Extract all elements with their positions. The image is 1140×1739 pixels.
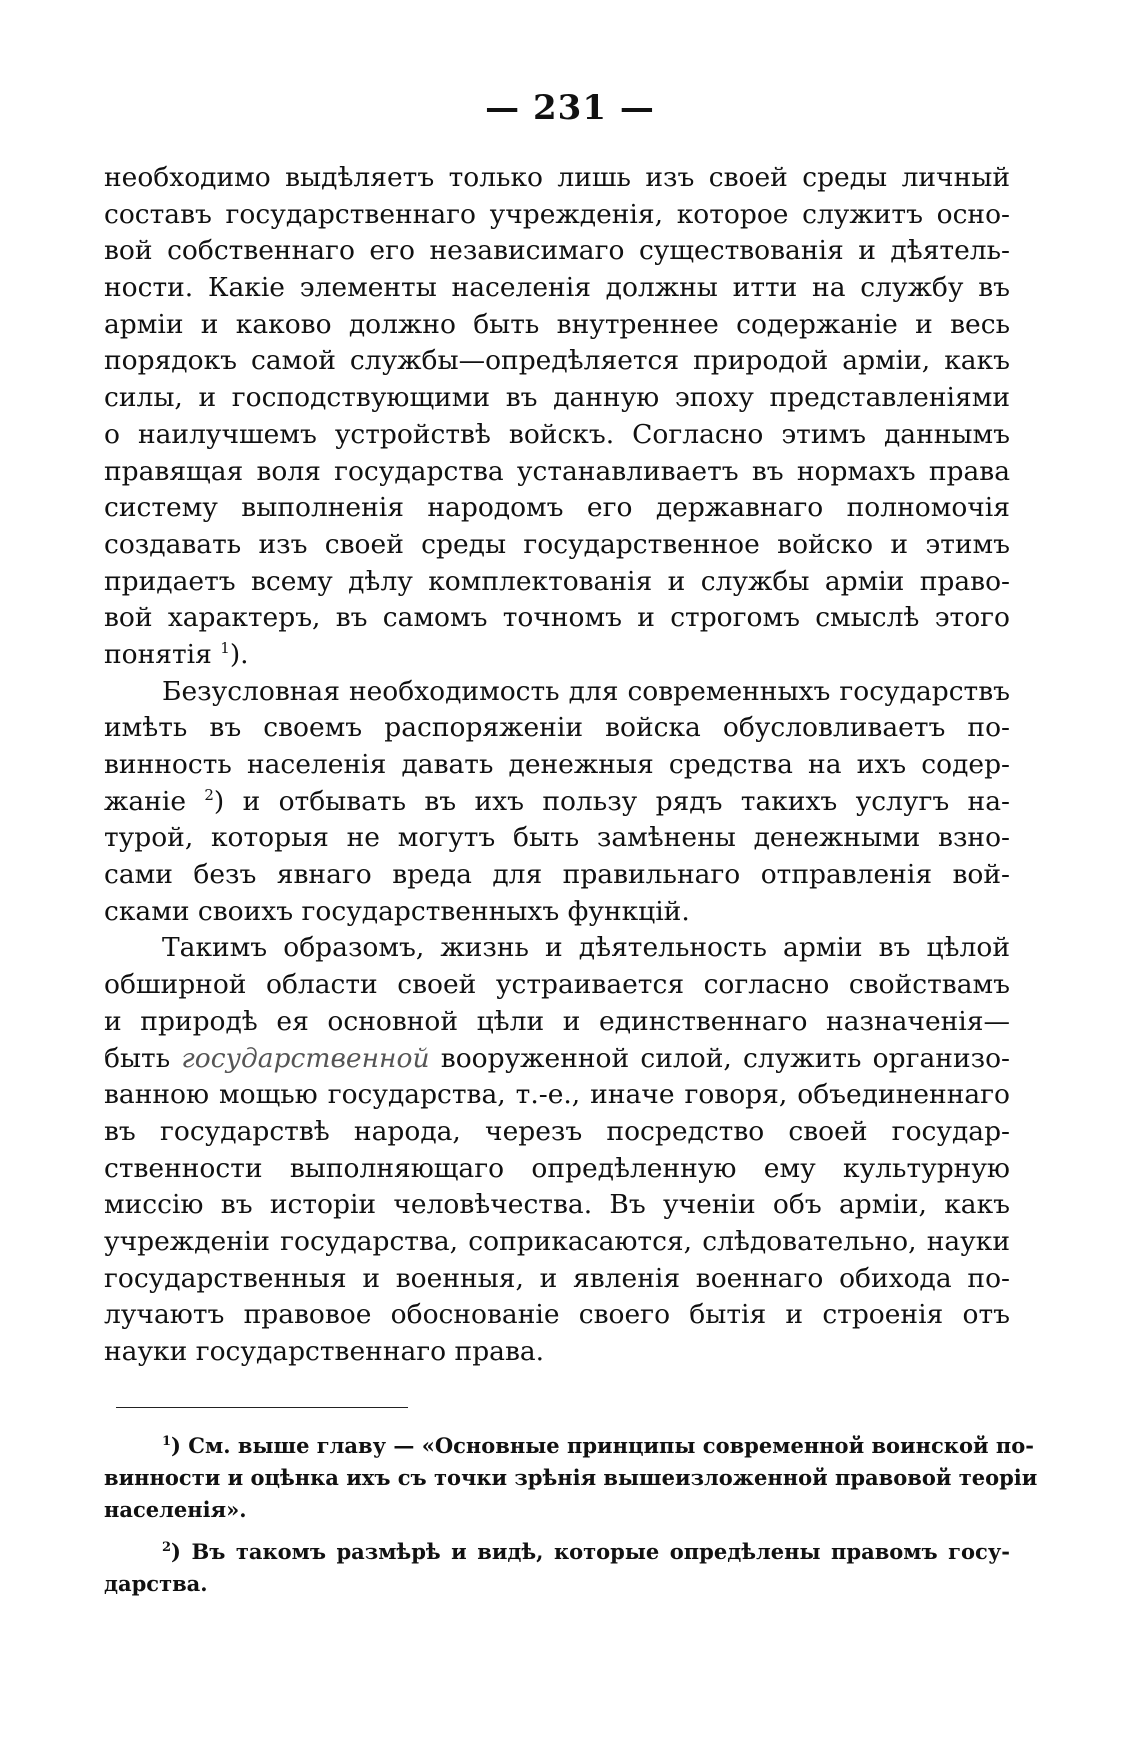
text-span: жаніе: [104, 785, 186, 817]
footnote-ref-1: 1: [220, 638, 230, 657]
text-line: миссію въ исторіи человѣчества. Въ ученіи объ арміи, какъ: [104, 1189, 1010, 1221]
text-line: сками своихъ государственныхъ функцій.: [104, 895, 690, 927]
text-line: и природѣ ея основной цѣли и единственнаго назначенія—: [104, 1005, 1010, 1037]
text-line-with-footnote-ref: [104, 784, 1010, 821]
footnote-2: [104, 1536, 1010, 1600]
text-line-with-italic: [104, 1041, 1010, 1078]
text-line: учрежденіи государства, соприкасаются, слѣдовательно, науки: [104, 1225, 1010, 1257]
text-span: ) и отбывать въ ихъ пользу рядъ такихъ услугъ на-: [213, 785, 1010, 817]
text-line-with-footnote-ref: [104, 637, 1010, 674]
text-line: ственности выполняющаго опредѣленную ему культурную: [104, 1152, 1010, 1184]
text-line: ванною мощью государства, т.-е., иначе говоря, объединеннаго: [104, 1079, 1010, 1111]
italic-word: государственной: [181, 1042, 430, 1074]
text-line: придаетъ всему дѣлу комплектованія и службы арміи право-: [104, 565, 1010, 597]
footnotes: [104, 1430, 1038, 1610]
text-span: понятія: [104, 638, 212, 670]
page-number: — 231 —: [485, 88, 655, 128]
footnote-line: винности и оцѣнка ихъ съ точки зрѣнія вышеизложенной правовой теоріи: [104, 1465, 1038, 1490]
text-span: ) См. выше главу — «Основные принципы современной воинской по-: [171, 1433, 1034, 1458]
text-line: лучаютъ правовое обоснованіе своего бытія и строенія отъ: [104, 1299, 1010, 1331]
text-span: ).: [229, 638, 249, 670]
text-line: силы, и господствующими въ данную эпоху представленіями: [104, 382, 1010, 414]
footnote-separator: [116, 1407, 408, 1408]
footnote-marker: 2: [162, 1540, 172, 1555]
text-line: составъ государственнаго учрежденія, которое служитъ осно-: [104, 198, 1010, 230]
text-line: сами безъ явнаго вреда для правильнаго отправленія вой-: [104, 859, 1010, 891]
text-line: государственныя и военныя, и явленія военнаго обихода по-: [104, 1262, 1010, 1294]
text-line: создавать изъ своей среды государственное войско и этимъ: [104, 528, 1010, 560]
body-text: [104, 160, 1010, 1371]
text-line: порядокъ самой службы—опредѣляется природой арміи, какъ: [104, 345, 1010, 377]
text-span: вооруженной силой, служить организо-: [440, 1042, 1010, 1074]
text-line: винность населенія давать денежныя средства на ихъ содер-: [104, 749, 1010, 780]
footnote-line: населенія».: [104, 1497, 247, 1522]
text-line: вой собственнаго его независимаго существованія и дѣятель-: [104, 235, 1010, 267]
text-line: обширной области своей устраивается согласно свойствамъ: [104, 969, 1010, 1001]
text-span: быть: [104, 1042, 171, 1074]
footnote-line: [104, 1536, 1010, 1568]
text-line: имѣть въ своемъ распоряженіи войска обусловливаетъ по-: [104, 712, 1010, 744]
text-line: науки государственнаго права.: [104, 1336, 545, 1367]
text-span: ) Въ такомъ размѣрѣ и видѣ, которые опредѣлены правомъ госу-: [171, 1539, 1010, 1564]
text-line: Такимъ образомъ, жизнь и дѣятельность арміи въ цѣлой: [162, 932, 1010, 964]
text-line: необходимо выдѣляетъ только лишь изъ своей среды личный: [104, 162, 1010, 193]
text-line: правящая воля государства устанавливаетъ въ нормахъ права: [104, 455, 1010, 487]
footnote-marker: 1: [162, 1434, 172, 1449]
footnote-1: [104, 1430, 1038, 1526]
text-line: турой, которыя не могутъ быть замѣнены денежными взно-: [104, 822, 1010, 854]
text-line: арміи и каково должно быть внутреннее содержаніе и весь: [104, 308, 1010, 340]
footnote-line: дарства.: [104, 1571, 208, 1596]
footnote-line: [104, 1430, 1034, 1462]
text-line: ности. Какіе элементы населенія должны итти на службу въ: [104, 272, 1010, 304]
text-line: о наилучшемъ устройствѣ войскъ. Согласно этимъ даннымъ: [104, 418, 1010, 450]
text-line: въ государствѣ народа, черезъ посредство своей государ-: [104, 1115, 1010, 1147]
text-line: вой характеръ, въ самомъ точномъ и строгомъ смыслѣ этого: [104, 602, 1010, 634]
text-line: Безусловная необходимость для современныхъ государствъ: [162, 675, 1010, 707]
footnote-ref-2: 2: [204, 785, 214, 804]
text-line: систему выполненія народомъ его державнаго полномочія: [104, 492, 1010, 524]
